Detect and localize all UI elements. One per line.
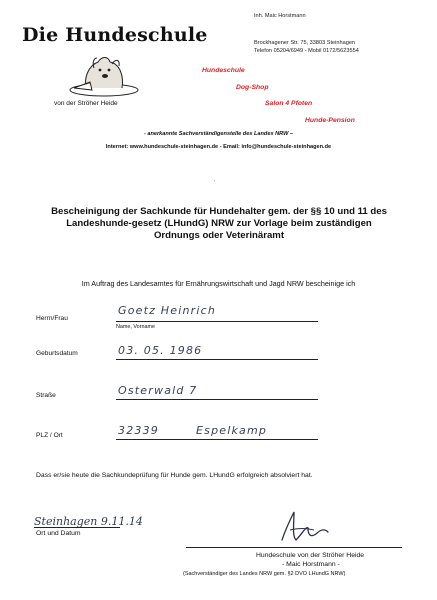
- name-line: [116, 321, 318, 322]
- address-line: Brockhagener Str. 75, 33803 Steinhagen: [254, 40, 356, 46]
- contact-line: Internet: www.hundeschule-steinhagen.de - Email: info@hundeschule-steinhagen.de: [105, 144, 332, 150]
- intro-text: Im Auftrag des Landesamtes für Ernährungswirtschaft und Jagd NRW bescheinige ich: [81, 279, 356, 288]
- confirmation-text: Dass er/sie heute die Sachkundeprüfung für Hunde gem. LHundG erfolgreich absolviert hat.: [36, 472, 313, 479]
- signer-line-2: - Maic Horstmann -: [282, 561, 340, 568]
- zip-value: 32339: [118, 424, 159, 437]
- signer-line-1: Hundeschule von der Ströher Heide: [256, 552, 365, 559]
- name-label: Herrn/Frau: [36, 315, 68, 322]
- phone-line: Telefon 05204/6949 - Mobil 0172/5623554: [254, 48, 359, 54]
- street-value: Osterwald 7: [118, 384, 198, 397]
- name-note: Name, Vorname: [116, 324, 155, 330]
- service-salon: Salon 4 Pfoten: [265, 100, 313, 107]
- street-label: Straße: [36, 392, 56, 399]
- signer-line-3: (Sachverständiger des Landes NRW gem. §2 DVO LHundG NRW): [183, 571, 346, 577]
- center-mark: ': [214, 180, 215, 186]
- logo-title: Die Hundeschule: [22, 24, 208, 46]
- heading-line-1: Bescheinigung der Sachkunde für Hundehalter gem. der §§ 10 und 11 des: [51, 206, 387, 217]
- dob-label: Geburtsdatum: [36, 350, 78, 357]
- city-value: Espelkamp: [196, 424, 268, 437]
- service-hundeschule: Hundeschule: [202, 67, 245, 74]
- street-line: [116, 399, 318, 400]
- signature-line: [186, 547, 402, 548]
- zip-line: [116, 439, 318, 440]
- dob-value: 03. 05. 1986: [118, 344, 203, 357]
- name-value: Goetz Heinrich: [118, 304, 217, 317]
- place-date-line: [34, 527, 120, 528]
- heading-line-3: Ordnungs oder Veterinäramt: [153, 230, 285, 241]
- certificate-heading: [24, 206, 414, 242]
- place-date-label: Ort und Datum: [36, 530, 81, 537]
- dog-logo-icon: [64, 52, 144, 98]
- heading-line-2: Landeshunde-gesetz (LHundG) NRW zur Vorlage beim zuständigen: [66, 218, 372, 229]
- recognition-line: - anerkannte Sachverständigenstelle des Landes NRW –: [143, 131, 294, 137]
- zip-label: PLZ / Ort: [36, 432, 63, 439]
- owner-line: Inh. Maic Horstmann: [254, 13, 306, 19]
- service-dog-shop: Dog-Shop: [236, 84, 269, 91]
- service-pension: Hunde-Pension: [305, 117, 355, 124]
- dob-line: [116, 359, 318, 360]
- signature-icon: [276, 506, 332, 546]
- logo-subtitle: von der Ströher Heide: [54, 100, 118, 107]
- place-date-handwritten: Steinhagen 9.11.14: [34, 515, 143, 528]
